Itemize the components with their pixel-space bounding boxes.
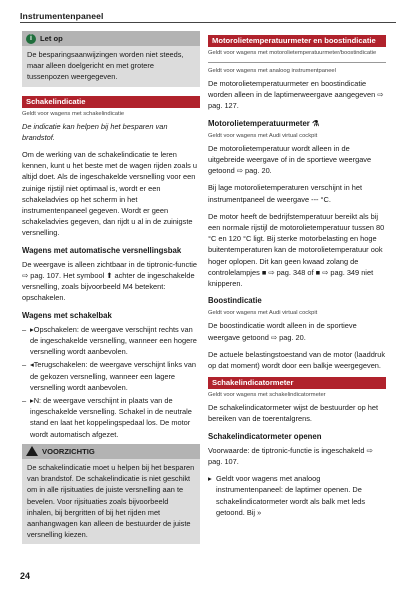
paragraph: Om de werking van de schakelindicatie te leren kennen, kunt u het beste met de wagen rijden zoals u altijd doet. Als de ingeschakelde versnelling voor een zuinige rijstijl niet optimaal is, wordt er een schakeladvies op het scherm in het instrumentenpaneel gegeven. Wordt er geen schakeladvies gegeven, dan rijdt u al in de zuinigste versnelling. <box>22 150 198 238</box>
paragraph: De actuele belastingstoestand van de motor (laaddruk op dat moment) wordt door een balkje weergegeven. <box>208 349 386 371</box>
paragraph: De boostindicatie wordt alleen in de sportieve weergave getoond ⇨ pag. 20. <box>208 321 357 342</box>
applicability-note: Geldt voor wagens met analoog instrumentpaneel <box>208 68 336 74</box>
section-title-oiltemp-boost: Motorolietemperatuurmeter en boostindicatie <box>208 35 386 47</box>
paragraph: De weergave is alleen zichtbaar in de tiptronic-functie ⇨ pag. 107. Het symbool ⬆ achter de ingeschakelde versnelling, zoals bijvoorbeeld M4 betekent: opschakelen. <box>22 259 198 303</box>
page-header <box>20 6 396 23</box>
applicability-note: Geldt voor wagens met Audi virtual cockpit <box>208 132 318 139</box>
subheading-manual: Wagens met schakelbak <box>22 310 112 320</box>
caution-box <box>22 444 200 544</box>
paragraph: De schakelindicatormeter wijst de bestuurder op het bereiken van de toerentalgrens. <box>208 403 379 424</box>
divider <box>208 62 386 63</box>
paragraph: Voorwaarde: de tiptronic-functie is ingeschakeld ⇨ pag. 107. <box>208 445 373 467</box>
list-item: – ▸Opschakelen: de weergave verschijnt rechts van de ingeschakelde versnelling, wanneer een hogere versnelling wordt aanbevolen. <box>22 324 197 357</box>
note-title: Let op <box>40 33 63 43</box>
left-column <box>22 31 200 553</box>
paragraph: Bij lage motorolietemperaturen verschijnt in het instrumentpaneel de weergave --- °C. <box>208 183 363 204</box>
caution-text: De schakelindicatie moet u helpen bij het besparen van brandstof. De schakelindicatie is niet geschikt om in alle rijsituaties de juiste versnelling aan te bevelen. Voor rijsituaties zoals bijvoorbeeld inhalen, bij bergritten of bij het rijden met aanhangwagen kan alleen de bestuurder de juiste versnelling kiezen. <box>27 462 195 540</box>
applicability-note: Geldt voor wagens met motorolietemperatuurmeter/boostindicatie <box>208 50 377 56</box>
info-icon: i <box>26 34 36 44</box>
subheading-open: Schakelindicatormeter openen <box>208 431 322 441</box>
paragraph: De motor heeft de bedrijfstemperatuur bereikt als bij een normale rijstijl de motorolietemperatuur tussen 80 °C en 120 °C ligt. Bij sterke motorbelasting en hoge buitentemperaturen kan de motorolietemperatuur ook hoger oplopen. Dit kan geen kwaad zolang de controlelampjes ■ ⇨ pag. 348 of ■ ⇨ pag. 349 niet knipperen. <box>208 211 385 289</box>
subheading-automatic: Wagens met automatische versnellingsbak <box>22 245 182 255</box>
list-item: ▸ Geldt voor wagens met analoog instrumentenpaneel: de laptimer openen. De schakelindicatormeter wordt als balk met leds getoond. Bij » <box>208 474 366 517</box>
section-title-schakelindicatormeter: Schakelindicatormeter <box>208 377 386 389</box>
warning-icon <box>26 446 38 456</box>
applicability-note: Geldt voor wagens met Audi virtual cockpit <box>208 310 318 317</box>
applicability-note: Geldt voor wagens met schakelindicatie <box>22 110 125 117</box>
page-header-title: Instrumentenpaneel <box>20 11 104 21</box>
subheading-oiltemp: Motorolietemperatuurmeter ⚗ <box>208 118 319 128</box>
applicability-note: Geldt voor wagens met schakelindicatormeter <box>208 392 326 399</box>
note-text: De besparingsaanwijzingen worden niet steeds, maar alleen doelgericht en met grotere tussenpozen weergegeven. <box>27 50 184 82</box>
right-column <box>208 31 386 520</box>
paragraph: De motorolietemperatuur wordt alleen in de uitgebreide weergave of in de sportieve weergave getoond ⇨ pag. 20. <box>208 143 372 176</box>
section-title-schakelindicatie: Schakelindicatie <box>22 96 200 108</box>
paragraph: De motorolietemperatuurmeter en boostindicatie worden alleen in de laptimerweergave aangegeven ⇨ pag. 127. <box>208 79 384 111</box>
subheading-boost: Boostindicatie <box>208 296 262 306</box>
caution-title: VOORZICHTIG <box>42 446 95 456</box>
note-box <box>22 31 200 87</box>
note-header <box>22 31 200 46</box>
page-number: 24 <box>20 571 31 581</box>
intro-italic: De indicatie kan helpen bij het besparen van brandstof. <box>22 121 168 142</box>
caution-header <box>22 444 200 459</box>
list-item: – ◂Terugschakelen: de weergave verschijnt links van de gekozen versnelling, wanneer een lagere versnelling wordt aanbevolen. <box>22 360 196 392</box>
list-item: – ▸N: de weergave verschijnt in plaats van de ingeschakelde versnelling. Schakel in de neutrale stand en laat het koppelingspedaal los. De motor wordt automatisch afgezet. <box>22 396 192 439</box>
